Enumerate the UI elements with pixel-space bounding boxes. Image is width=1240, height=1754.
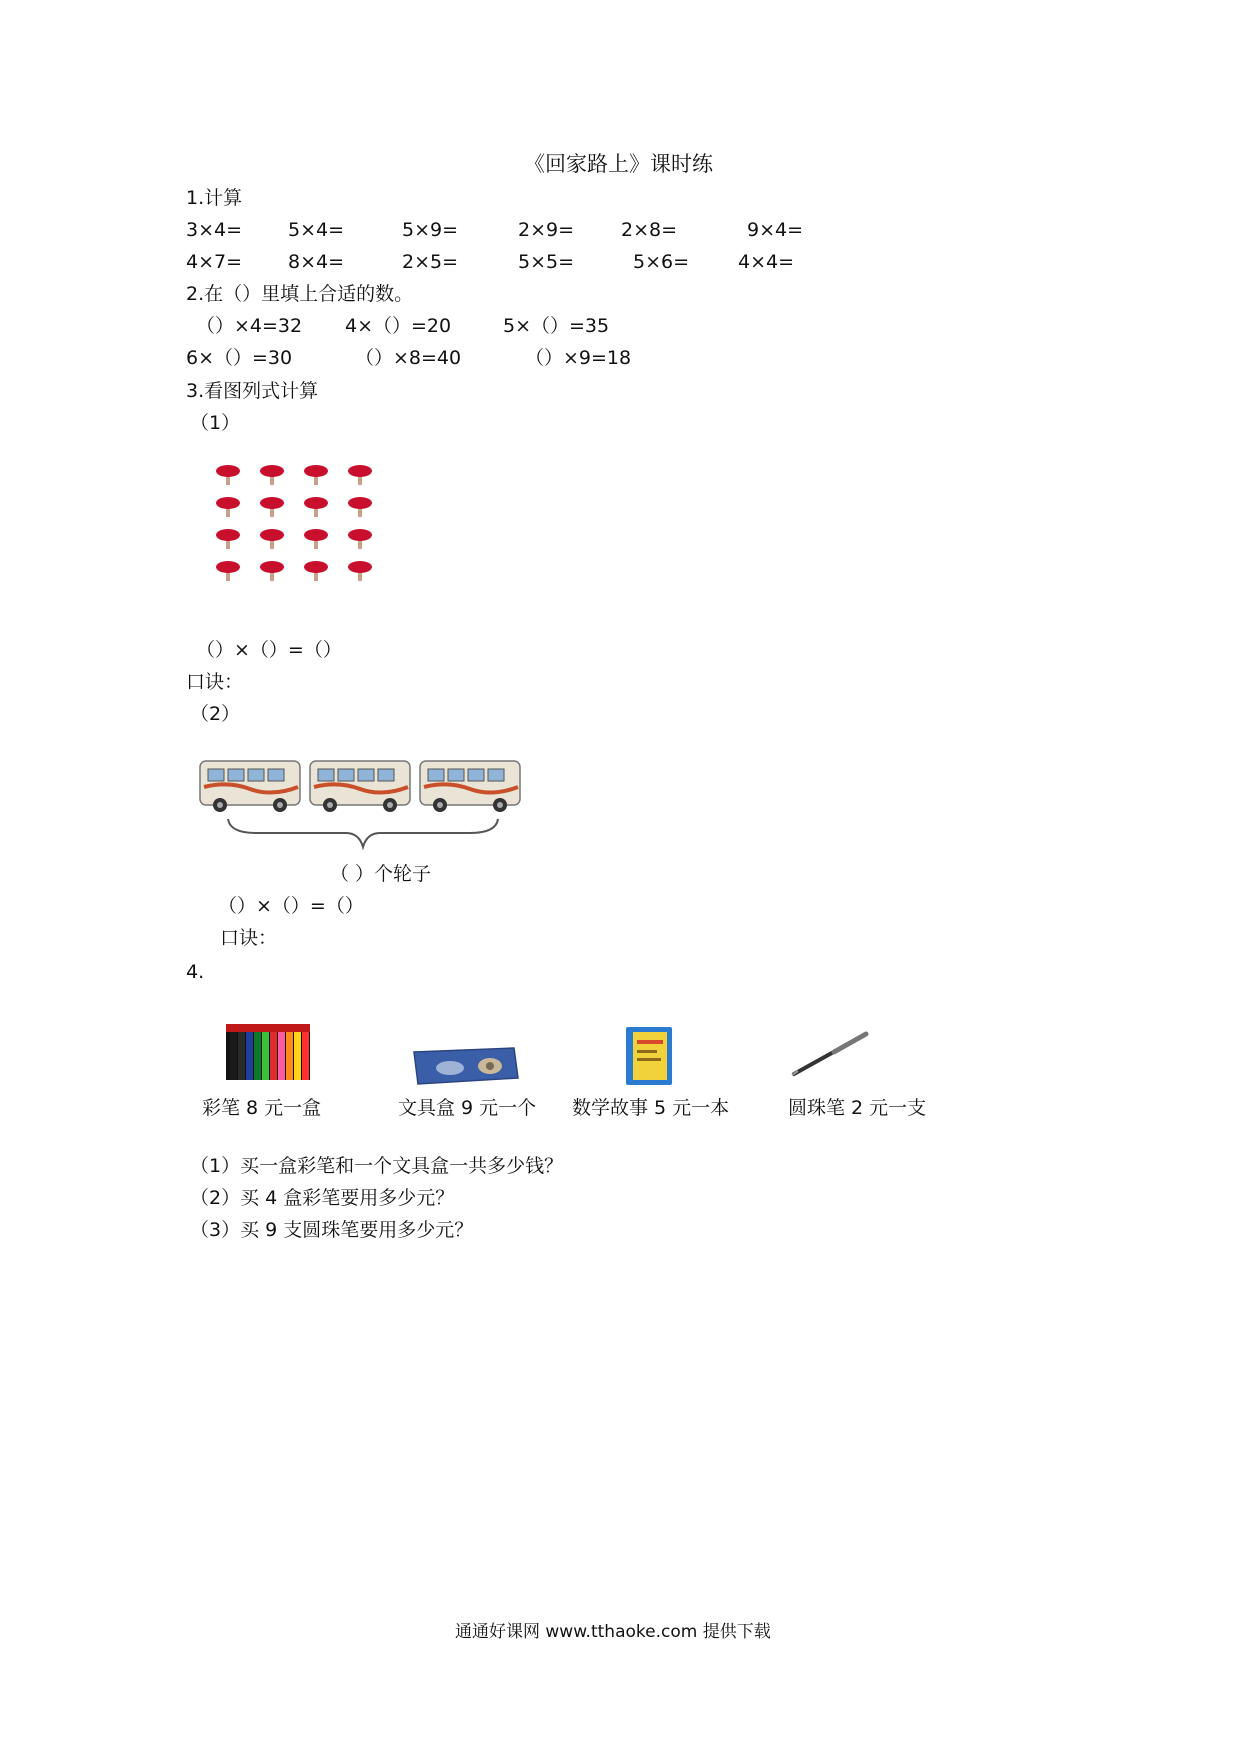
- q4-question: （2）买 4 盒彩笔要用多少元？: [190, 1187, 455, 1209]
- q3-part1-equation: （）×（）=（）: [196, 639, 342, 661]
- q1-item: 8×4=: [288, 251, 345, 273]
- q1-item: 3×4=: [186, 219, 243, 241]
- pin-icon: [348, 529, 372, 549]
- item-caption: 圆珠笔 2 元一支: [788, 1097, 927, 1119]
- q2-item: （）×8=40: [355, 347, 462, 369]
- q2-item: 4×（）=20: [345, 315, 452, 337]
- q2-item: 6×（）=30: [186, 347, 293, 369]
- pin-icon: [304, 529, 328, 549]
- pin-icon: [304, 497, 328, 517]
- q2-item: （）×9=18: [525, 347, 632, 369]
- bus-icon: [310, 761, 410, 812]
- q4-question: （1）买一盒彩笔和一个文具盒一共多少钱？: [190, 1155, 564, 1177]
- pin-icon: [260, 529, 284, 549]
- pin-grid-illustration: [210, 455, 390, 595]
- brace-icon: [228, 819, 498, 847]
- q1-item: 2×8=: [621, 219, 678, 241]
- q4-heading: 4.: [186, 961, 205, 983]
- item-caption: 彩笔 8 元一盒: [202, 1097, 322, 1119]
- q3-part2-label: （2）: [190, 703, 241, 725]
- q2-heading: 2.在（）里填上合适的数。: [186, 283, 414, 305]
- pin-icon: [216, 529, 240, 549]
- math-story-book-icon: [625, 1026, 673, 1086]
- q1-item: 5×5=: [518, 251, 575, 273]
- q1-item: 2×5=: [402, 251, 459, 273]
- q1-item: 5×4=: [288, 219, 345, 241]
- ballpoint-pen-icon: [790, 1030, 870, 1078]
- pencil-case-icon: [410, 1044, 522, 1088]
- page-title: 《回家路上》课时练: [524, 152, 713, 176]
- footer-text: 通通好课网 www.tthaoke.com 提供下载: [455, 1622, 771, 1642]
- pin-icon: [348, 561, 372, 581]
- bus-icon: [420, 761, 520, 812]
- q1-item: 5×9=: [402, 219, 459, 241]
- pin-icon: [260, 497, 284, 517]
- colored-pencils-icon: [226, 1024, 310, 1080]
- item-caption: 文具盒 9 元一个: [398, 1097, 537, 1119]
- pin-icon: [348, 497, 372, 517]
- q3-part2-wheels: （ ）个轮子: [330, 863, 432, 885]
- item-caption: 数学故事 5 元一本: [572, 1097, 730, 1119]
- q3-part2-koujue: 口诀：: [220, 927, 278, 949]
- q1-item: 2×9=: [518, 219, 575, 241]
- q3-part1-label: （1）: [190, 412, 241, 434]
- pin-icon: [216, 465, 240, 485]
- q2-item: 5×（）=35: [503, 315, 610, 337]
- pin-icon: [304, 561, 328, 581]
- q3-heading: 3.看图列式计算: [186, 380, 319, 402]
- q1-heading: 1.计算: [186, 187, 243, 209]
- q2-item: （）×4=32: [196, 315, 303, 337]
- q1-item: 4×7=: [186, 251, 243, 273]
- q1-item: 4×4=: [738, 251, 795, 273]
- pin-icon: [260, 465, 284, 485]
- pin-icon: [260, 561, 284, 581]
- q1-item: 5×6=: [633, 251, 690, 273]
- pin-icon: [216, 561, 240, 581]
- pin-icon: [216, 497, 240, 517]
- q3-part2-equation: （）×（）=（）: [218, 895, 364, 917]
- buses-illustration: [196, 755, 526, 850]
- q4-question: （3）买 9 支圆珠笔要用多少元？: [190, 1219, 474, 1241]
- pin-icon: [348, 465, 372, 485]
- q1-item: 9×4=: [747, 219, 804, 241]
- bus-icon: [200, 761, 300, 812]
- pin-icon: [304, 465, 328, 485]
- q3-part1-koujue: 口诀：: [186, 671, 244, 693]
